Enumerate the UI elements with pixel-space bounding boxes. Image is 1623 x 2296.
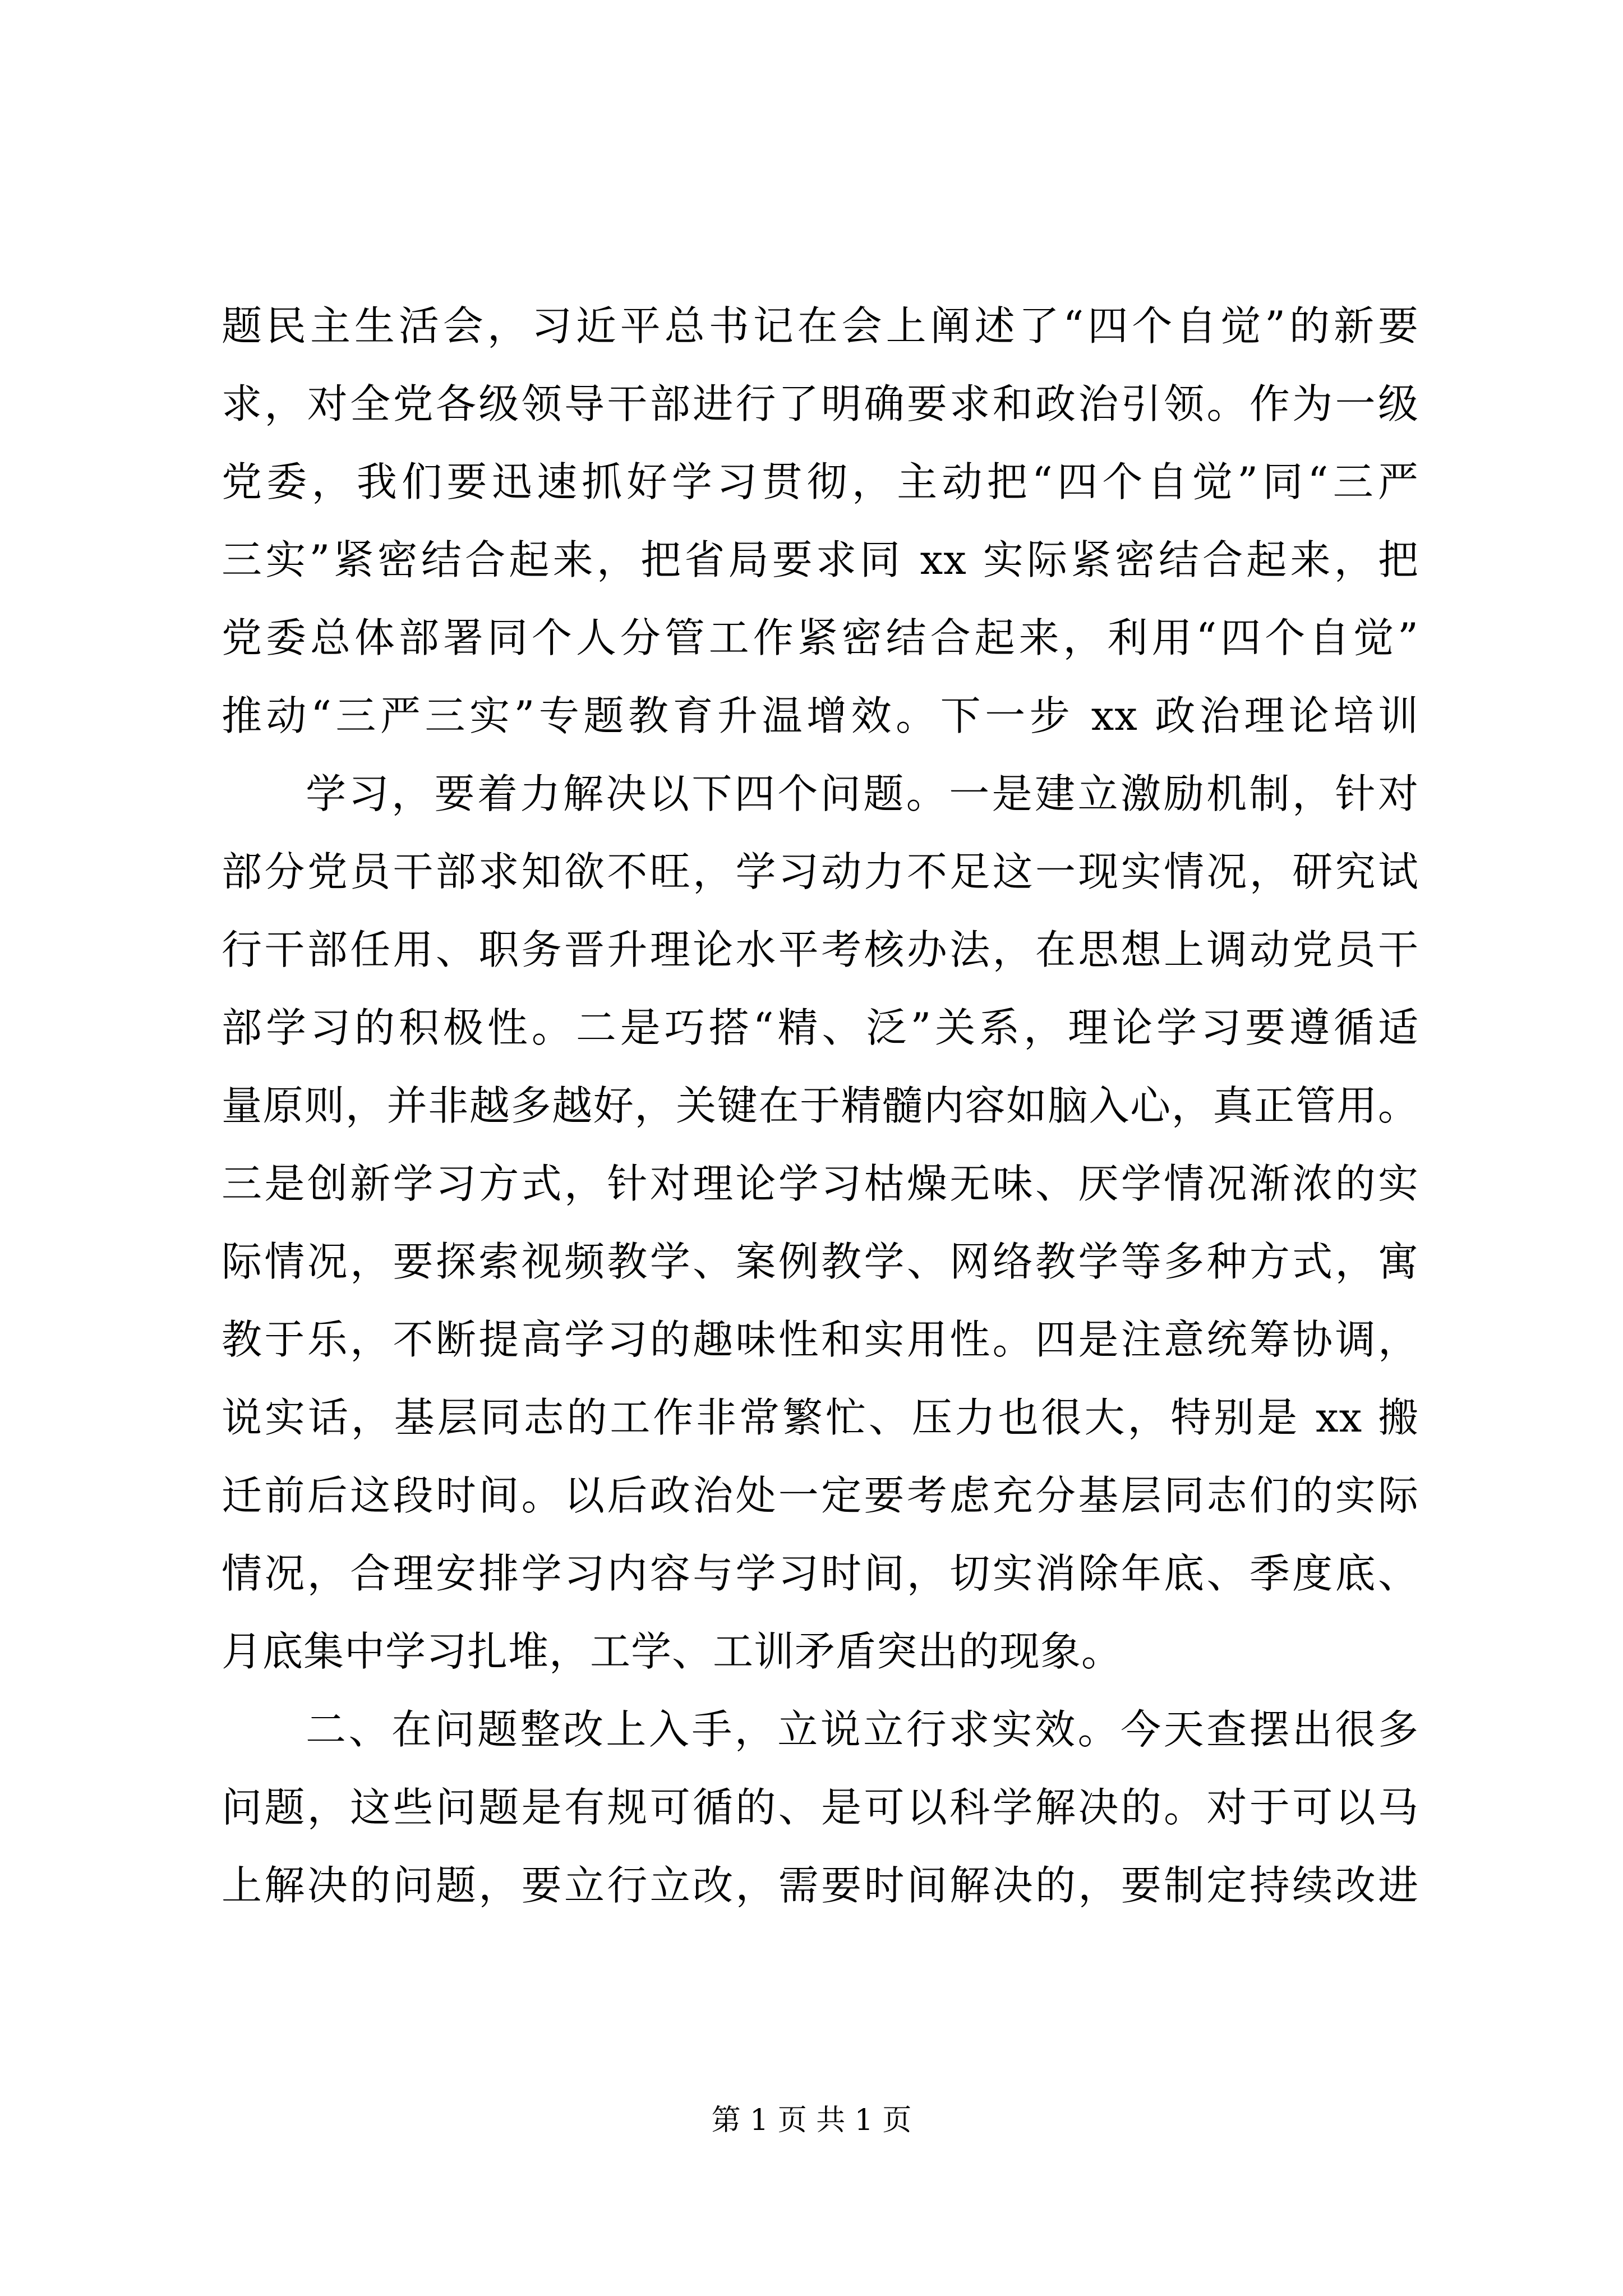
text-line: 党委总体部署同个人分管工作紧密结合起来，利用“四个自觉” bbox=[222, 614, 1419, 661]
text-line: 量原则，并非越多越好，关键在于精髓内容如脑入心，真正管用。 bbox=[222, 1082, 1419, 1129]
text-line: 学习，要着力解决以下四个问题。一是建立激励机制，针对 bbox=[306, 770, 1419, 817]
text-line: 上解决的问题，要立行立改，需要时间解决的，要制定持续改进 bbox=[222, 1862, 1419, 1909]
text-line: 三实”紧密结合起来，把省局要求同 xx 实际紧密结合起来，把 bbox=[222, 536, 1419, 583]
text-line: 部学习的积极性。二是巧搭“精、泛”关系，理论学习要遵循适 bbox=[222, 1004, 1419, 1051]
text-line: 求，对全党各级领导干部进行了明确要求和政治引领。作为一级 bbox=[222, 380, 1419, 427]
text-line: 二、在问题整改上入手，立说立行求实效。今天查摆出很多 bbox=[306, 1706, 1419, 1753]
text-line: 党委，我们要迅速抓好学习贯彻，主动把“四个自觉”同“三严 bbox=[222, 458, 1419, 505]
text-line: 教于乐，不断提高学习的趣味性和实用性。四是注意统筹协调， bbox=[222, 1316, 1419, 1363]
text-line: 际情况，要探索视频教学、案例教学、网络教学等多种方式，寓 bbox=[222, 1238, 1419, 1285]
text-line: 推动“三严三实”专题教育升温增效。下一步 xx 政治理论培训 bbox=[222, 692, 1419, 739]
text-line: 迁前后这段时间。以后政治处一定要考虑充分基层同志们的实际 bbox=[222, 1472, 1419, 1519]
page-footer: 第 1 页 共 1 页 bbox=[711, 2104, 912, 2137]
text-line: 问题，这些问题是有规可循的、是可以科学解决的。对于可以马 bbox=[222, 1784, 1419, 1831]
text-line: 月底集中学习扎堆，工学、工训矛盾突出的现象。 bbox=[222, 1628, 1123, 1675]
text-line: 行干部任用、职务晋升理论水平考核办法，在思想上调动党员干 bbox=[222, 926, 1419, 973]
body-text bbox=[222, 287, 1419, 1925]
text-line: 题民主生活会，习近平总书记在会上阐述了“四个自觉”的新要 bbox=[222, 302, 1419, 349]
text-line: 情况，合理安排学习内容与学习时间，切实消除年底、季度底、 bbox=[222, 1550, 1419, 1597]
text-line: 三是创新学习方式，针对理论学习枯燥无味、厌学情况渐浓的实 bbox=[222, 1160, 1419, 1207]
text-line: 说实话，基层同志的工作非常繁忙、压力也很大，特别是 xx 搬 bbox=[222, 1394, 1419, 1441]
text-line: 部分党员干部求知欲不旺，学习动力不足这一现实情况，研究试 bbox=[222, 848, 1419, 895]
